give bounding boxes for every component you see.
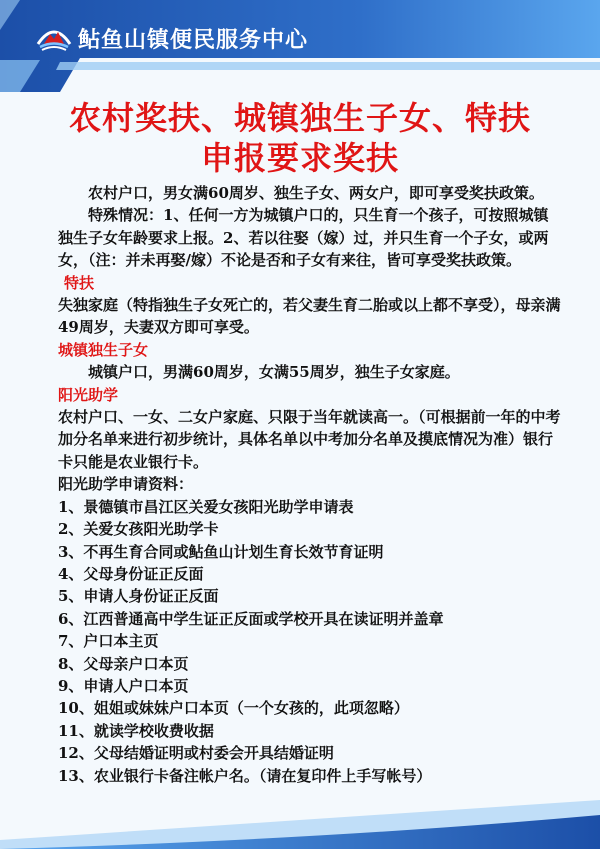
list-item: 11、就读学校收费收据 [58,721,214,740]
list-item: 4、父母身份证正反面 [58,564,204,583]
list-item: 12、父母结婚证明或村委会开具结婚证明 [58,744,334,763]
list-item: 10、姐姐或妹妹户口本页（一个女孩的，此项忽略） [58,699,409,718]
list-item: 1、景德镇市昌江区关爱女孩阳光助学申请表 [58,497,354,516]
town-emblem-icon [36,22,72,52]
list-item: 5、申请人身份证正反面 [58,587,219,606]
page-title [0,98,600,178]
list-item: 8、父母亲户口本页 [58,654,189,673]
section-heading-special-support: 特扶 [64,273,95,292]
urban-policy-text: 城镇户口，男满60周岁，女满55周岁，独生子女家庭。 [88,363,460,382]
service-center-name: 鲇鱼山镇便民服务中心 [78,28,309,53]
rural-policy-text: 农村户口，男女满60周岁、独生子女、两女户，即可享受奖扶政策。 [88,184,544,202]
materials-list [58,496,562,787]
list-item: 9、申请人户口本页 [58,676,189,695]
footer-decoration [0,770,600,849]
list-item: 13、农业银行卡备注帐户名。（请在复印件上手写帐号） [58,766,432,785]
list-item: 3、不再生育合同或鲇鱼山计划生育长效节育证明 [58,542,384,561]
special-case-text: 特殊情况：1、任何一方为城镇户口的，只生育一个孩子，可按照城镇独生子女年龄要求上报。2、若以往娶（嫁）过，并只生育一个子女，或两女，（注：并未再娶/嫁）不论是否和子女有来往，皆可享受奖扶政策。 [58,206,549,270]
document-body [58,182,562,787]
title-line-1: 农村奖扶、城镇独生子女、特扶 [68,99,531,137]
section-heading-urban: 城镇独生子女 [58,340,149,359]
list-item: 2、关爱女孩阳光助学卡 [58,520,219,539]
header-banner [0,0,600,92]
list-item: 6、江西普通高中学生证正反面或学校开具在读证明并盖章 [58,609,444,628]
materials-label: 阳光助学申请资料： [58,475,194,494]
sunshine-policy-text: 农村户口、一女、二女户家庭、只限于当年就读高一。（可根据前一年的中考加分名单来进行初步统计，具体名单以中考加分名单及摸底情况为准）银行卡只能是农业银行卡。 [58,408,561,471]
title-line-2: 申报要求奖扶 [200,139,399,177]
list-item: 7、户口本主页 [58,632,159,651]
special-support-text: 失独家庭（特指独生子女死亡的，若父妻生育二胎或以上都不享受），母亲满49周岁，夫妻双方即可享受。 [58,296,561,337]
section-heading-sunshine: 阳光助学 [58,385,119,404]
